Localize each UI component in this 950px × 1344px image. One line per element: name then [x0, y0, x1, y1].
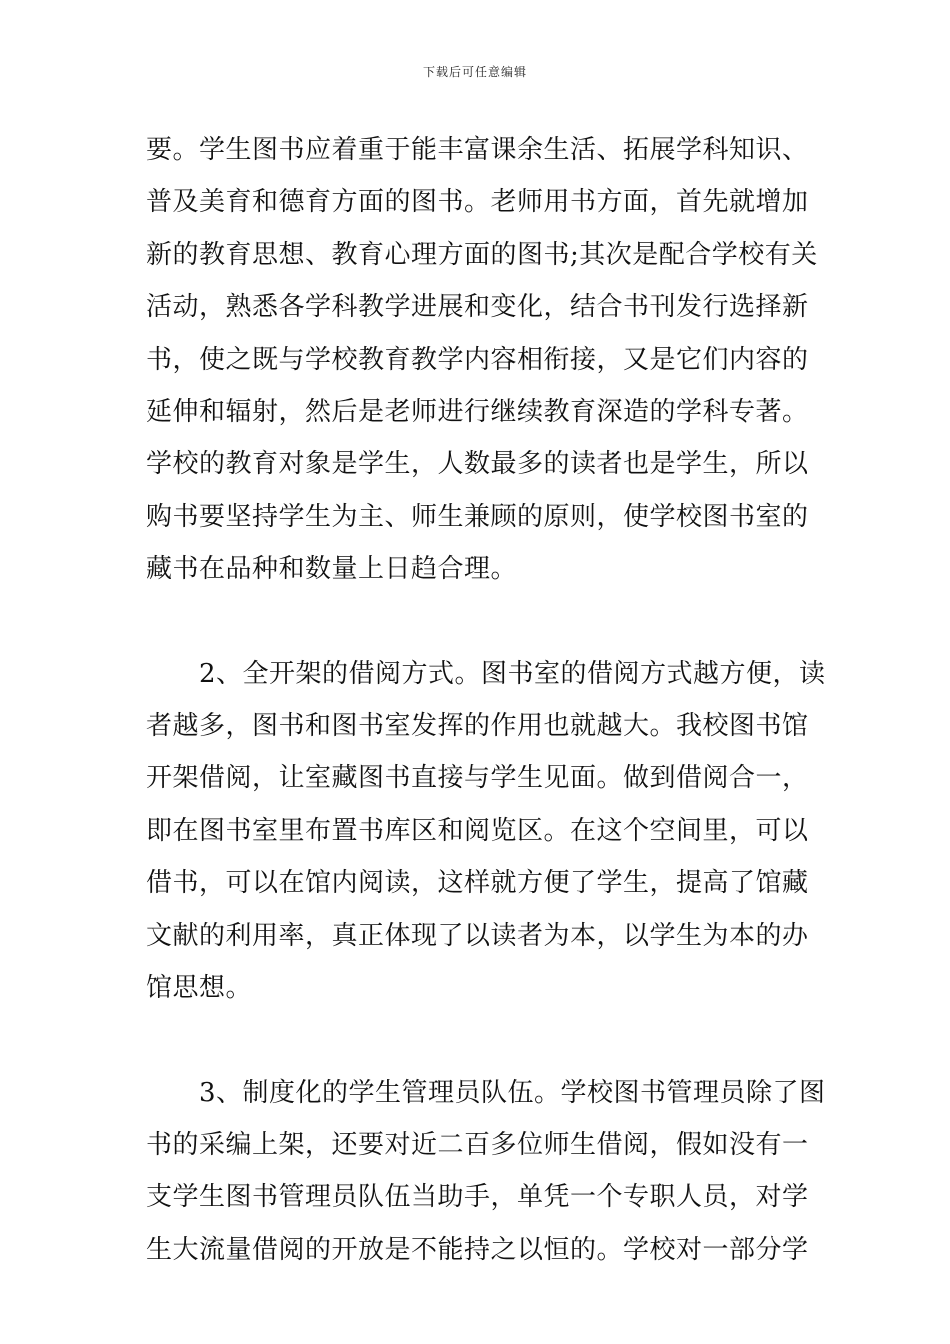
text-line: 要。学生图书应着重于能丰富课余生活、拓展学科知识、	[146, 135, 809, 165]
text-line: 3、制度化的学生管理员队伍。学校图书管理员除了图	[146, 1077, 826, 1108]
text-line: 书的采编上架，还要对近二百多位师生借阅，假如没有一	[146, 1129, 809, 1160]
text-line: 开架借阅，让室藏图书直接与学生见面。做到借阅合一，	[146, 763, 809, 794]
paragraph-3	[146, 1067, 826, 1277]
text-line: 馆思想。	[146, 973, 253, 1004]
text-line: 者越多，图书和图书室发挥的作用也就越大。我校图书馆	[146, 711, 809, 742]
text-line: 借书，可以在馆内阅读，这样就方便了学生，提高了馆藏	[146, 868, 809, 899]
text-line: 即在图书室里布置书库区和阅览区。在这个空间里，可以	[146, 815, 809, 846]
text-line: 延伸和辐射，然后是老师进行继续教育深造的学科专著。	[146, 397, 809, 428]
text-line: 书，使之既与学校教育教学内容相衔接，又是它们内容的	[146, 344, 809, 375]
text-line: 活动，熟悉各学科教学进展和变化，结合书刊发行选择新	[146, 292, 809, 323]
paragraph-spacer	[146, 1015, 810, 1067]
document-body	[146, 124, 826, 1276]
paragraph-spacer	[146, 596, 810, 648]
text-line: 2、全开架的借阅方式。图书室的借阅方式越方便，读	[146, 658, 826, 689]
text-line: 藏书在品种和数量上日趋合理。	[146, 554, 518, 585]
text-line: 支学生图书管理员队伍当助手，单凭一个专职人员，对学	[146, 1182, 809, 1213]
text-line: 生大流量借阅的开放是不能持之以恒的。学校对一部分学	[146, 1234, 809, 1265]
text-line: 购书要坚持学生为主、师生兼顾的原则，使学校图书室的	[146, 501, 809, 532]
page-header: 下载后可任意编辑	[422, 65, 527, 79]
text-line: 普及美育和德育方面的图书。老师用书方面，首先就增加	[146, 187, 809, 218]
paragraph-1	[146, 124, 818, 596]
text-line: 新的教育思想、教育心理方面的图书;其次是配合学校有关	[146, 239, 818, 270]
paragraph-2	[146, 648, 826, 1015]
text-line: 文献的利用率，真正体现了以读者为本，以学生为本的办	[146, 920, 809, 951]
text-line: 学校的教育对象是学生，人数最多的读者也是学生，所以	[146, 449, 809, 480]
